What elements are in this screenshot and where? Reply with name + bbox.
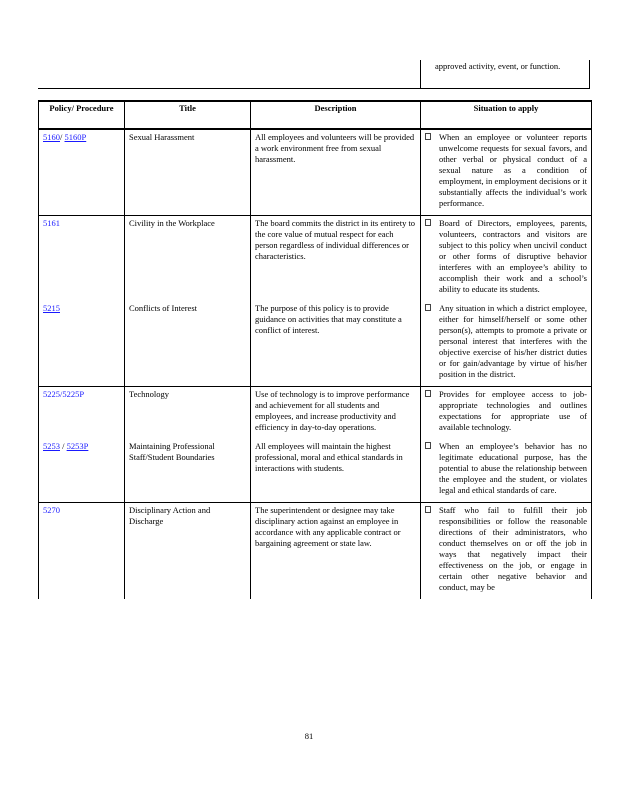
checkbox-bullet-icon: [425, 506, 431, 513]
table-row: [39, 503, 592, 600]
situation-cell: [421, 216, 592, 302]
procedure-number: 5225P: [62, 389, 85, 399]
policy-separator: /: [60, 441, 67, 451]
title-cell: Civility in the Workplace: [125, 216, 251, 302]
policy-number: 5225: [43, 389, 60, 399]
situation-cell: [421, 301, 592, 387]
table-row: [39, 439, 592, 503]
continuation-text: approved activity, event, or function.: [435, 61, 561, 71]
header-title: Title: [125, 101, 251, 129]
policy-cell: [39, 129, 125, 216]
procedure-link[interactable]: 5160P: [64, 132, 87, 142]
description-cell: Use of technology is to improve performance and achievement for all students and employees, and increase productivity and efficiency in day-to-day operations.: [251, 387, 421, 440]
situation-text: Board of Directors, employees, parents, volunteers, contractors and visitors are subject to this policy when uncivil conduct or other forms of disruptive behavior interferes with an employee’s ability to accomplish their work and a school’s ability to educate its students.: [439, 218, 587, 294]
policy-cell: [39, 387, 125, 440]
policy-link[interactable]: 5253: [43, 441, 60, 451]
situation-cell: [421, 503, 592, 600]
checkbox-bullet-icon: [425, 219, 431, 226]
policy-cell: [39, 216, 125, 302]
policy-cell: [39, 439, 125, 503]
policy-number: 5270: [43, 505, 60, 515]
title-cell: Conflicts of Interest: [125, 301, 251, 387]
description-cell: The superintendent or designee may take disciplinary action against an employee in accordance with any applicable contract or bargaining agreement or state law.: [251, 503, 421, 600]
table-row: [39, 301, 592, 387]
policy-separator: /: [60, 389, 63, 399]
description-cell: The board commits the district in its entirety to the core value of mutual respect for each person regardless of individual differences or characteristics.: [251, 216, 421, 302]
header-description: Description: [251, 101, 421, 129]
description-cell: All employees will maintain the highest professional, moral and ethical standards in interactions with students.: [251, 439, 421, 503]
table-row: [39, 129, 592, 216]
situation-cell: [421, 129, 592, 216]
header-policy: Policy/ Procedure: [39, 101, 125, 129]
situation-text: Staff who fail to fulfill their job responsibilities or follow the reasonable directions of their administrators, who conduct themselves on or off the job in ways that negatively impact their effectiveness on the job, or engage in certain other negative behavior and conduct, may be: [439, 505, 587, 592]
checkbox-bullet-icon: [425, 133, 431, 140]
situation-text: When an employee or volunteer reports unwelcome requests for sexual favors, and other verbal or physical conduct of a sexual nature as a condition of employment, in employment decisions or it substantially affects the individual’s work performance.: [439, 132, 587, 208]
table-header-row: [39, 101, 592, 129]
description-cell: All employees and volunteers will be provided a work environment free from sexual harassment.: [251, 129, 421, 216]
policy-separator: /: [60, 132, 65, 142]
continuation-cell: [420, 60, 590, 88]
continuation-bottom-rule: [38, 88, 590, 89]
policy-link[interactable]: 5160: [43, 132, 60, 142]
situation-cell: [421, 387, 592, 440]
page-number: 81: [304, 731, 314, 741]
header-situation: Situation to apply: [421, 101, 592, 129]
checkbox-bullet-icon: [425, 390, 431, 397]
situation-text: When an employee’s behavior has no legitimate educational purpose, has the potential to abuse the relationship between the employee and the student, or violates legal and ethical standards of care.: [439, 441, 587, 495]
policy-link[interactable]: 5215: [43, 303, 60, 313]
title-cell: Disciplinary Action and Discharge: [125, 503, 251, 600]
checkbox-bullet-icon: [425, 304, 431, 311]
checkbox-bullet-icon: [425, 442, 431, 449]
situation-text: Provides for employee access to job-appropriate technologies and outlines expectations for appropriate use of available technology.: [439, 389, 587, 432]
title-cell: Sexual Harassment: [125, 129, 251, 216]
policy-cell: [39, 301, 125, 387]
table-row: [39, 216, 592, 302]
situation-cell: [421, 439, 592, 503]
table-row: [39, 387, 592, 440]
title-cell: Technology: [125, 387, 251, 440]
title-cell: Maintaining Professional Staff/Student Boundaries: [125, 439, 251, 503]
procedure-link[interactable]: 5253P: [66, 441, 89, 451]
situation-text: Any situation in which a district employee, either for himself/herself or some other person(s), attempts to promote a private or personal interest that interferes with the objective exercise of his/her district duties or for gain/advantage by virtue of his/her position in the district.: [439, 303, 587, 379]
description-cell: The purpose of this policy is to provide guidance on activities that may constitute a conflict of interest.: [251, 301, 421, 387]
policy-table: [38, 100, 592, 599]
policy-cell: [39, 503, 125, 600]
policy-number: 5161: [43, 218, 60, 228]
